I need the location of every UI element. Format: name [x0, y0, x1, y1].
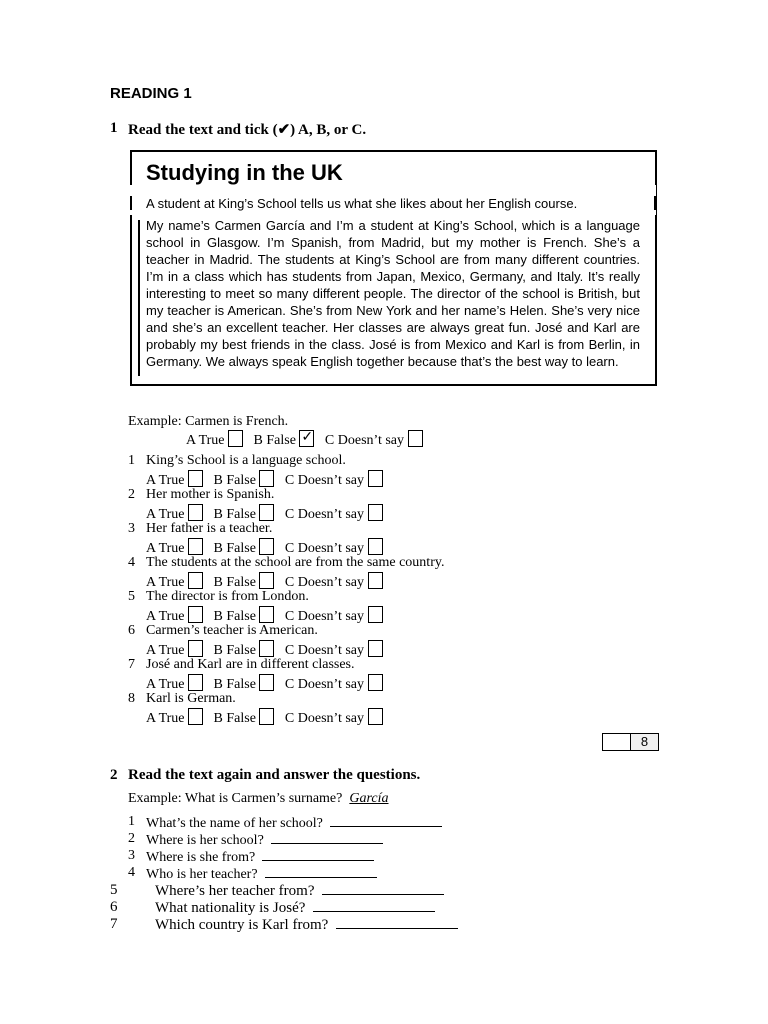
answer-blank[interactable] — [336, 916, 458, 929]
article-body: My name’s Carmen García and I’m a student at King’s School, which is a language school in Glasgow. I’m Spanish, from Madrid, but my mother is French. She’s a teacher in Madrid. The students at King’s School are from many different countries. I’m in a class which has students from Japan, Mexico, Germany, and Italy. It’s really interesting to meet so many different people. The director of the school is British, but my teacher is American. She’s from New York and her name’s Helen. She’s very nice and she’s an excellent teacher. Her classes are always great fun. José and Karl are probably my best friends in the class. José is from Mexico and Karl is from Berlin, in Germany. We always speak English together because that’s the best way to learn. — [146, 218, 640, 369]
question-number: 5 — [110, 882, 118, 898]
question-number: 3 — [128, 521, 135, 536]
option-b-label: B False — [213, 507, 256, 522]
task2-text: Read the text again and answer the questions. — [128, 767, 421, 783]
question-text: Where is her school? — [146, 833, 264, 848]
question-number: 4 — [128, 865, 135, 880]
score-box — [602, 733, 659, 751]
example2-answer: García — [349, 791, 389, 806]
option-a-label: A True — [146, 575, 185, 590]
option-a-label: A True — [146, 473, 185, 488]
question-text: What nationality is José? — [155, 900, 306, 916]
checkbox-c[interactable] — [368, 470, 383, 487]
option-b-label: B False — [213, 677, 256, 692]
option-a-label: A True — [146, 711, 185, 726]
checkbox-a[interactable] — [188, 640, 203, 657]
example1-text: Example: Carmen is French. — [128, 414, 289, 429]
task1-text: Read the text and tick (✔) A, B, or C. — [128, 122, 367, 138]
question-text: Where is she from? — [146, 850, 256, 865]
question-text: The director is from London. — [146, 589, 309, 604]
question-text: Where’s her teacher from? — [155, 883, 315, 899]
option-b-label: B False — [213, 473, 256, 488]
example1-checkbox-a[interactable] — [228, 430, 243, 447]
question-text: Her mother is Spanish. — [146, 487, 275, 502]
answer-blank[interactable] — [313, 899, 435, 912]
option-c-label: C Doesn’t say — [284, 507, 364, 522]
checkbox-c[interactable] — [368, 674, 383, 691]
question-number: 8 — [128, 691, 135, 706]
checkbox-a[interactable] — [188, 504, 203, 521]
checkbox-b[interactable] — [259, 504, 274, 521]
checkbox-c[interactable] — [368, 504, 383, 521]
question-text: What’s the name of her school? — [146, 816, 323, 831]
question-number: 6 — [110, 899, 118, 915]
question-text: The students at the school are from the same country. — [146, 555, 445, 570]
task2-number: 2 — [110, 767, 118, 783]
option-c-label: C Doesn’t say — [284, 609, 364, 624]
checkbox-a[interactable] — [188, 674, 203, 691]
checkbox-b[interactable] — [259, 572, 274, 589]
question-number: 2 — [128, 487, 135, 502]
task1-number: 1 — [110, 120, 118, 136]
question-number: 7 — [128, 657, 135, 672]
checkbox-b[interactable] — [259, 470, 274, 487]
checkbox-b[interactable] — [259, 640, 274, 657]
example1-checkbox-c[interactable] — [408, 430, 423, 447]
question-text: Carmen’s teacher is American. — [146, 623, 318, 638]
question-text: Her father is a teacher. — [146, 521, 273, 536]
option-c-label: C Doesn’t say — [284, 575, 364, 590]
checkbox-c[interactable] — [368, 640, 383, 657]
question-number: 3 — [128, 848, 135, 863]
option-a-label: A True — [146, 677, 185, 692]
option-a-label: A True — [146, 609, 185, 624]
checkbox-a[interactable] — [188, 572, 203, 589]
checkbox-b[interactable] — [259, 538, 274, 555]
checkbox-c[interactable] — [368, 606, 383, 623]
checkbox-a[interactable] — [188, 708, 203, 725]
article-title: Studying in the UK — [146, 160, 343, 185]
answer-blank[interactable] — [330, 814, 442, 827]
checkbox-c[interactable] — [368, 572, 383, 589]
checkbox-b[interactable] — [259, 606, 274, 623]
option-a-label: A True — [146, 507, 185, 522]
checkbox-a[interactable] — [188, 470, 203, 487]
example2 — [128, 791, 389, 807]
answer-blank[interactable] — [262, 848, 374, 861]
example2-text: Example: What is Carmen’s surname? — [128, 791, 343, 806]
option-c-label: C Doesn’t say — [284, 473, 364, 488]
option-a-label: A True — [146, 643, 185, 658]
question-number: 6 — [128, 623, 135, 638]
checkbox-c[interactable] — [368, 538, 383, 555]
checkbox-b[interactable] — [259, 708, 274, 725]
score-max: 8 — [631, 734, 658, 750]
question-text: José and Karl are in different classes. — [146, 657, 355, 672]
question-number: 1 — [128, 453, 135, 468]
checkbox-b[interactable] — [259, 674, 274, 691]
option-b-label: B False — [213, 541, 256, 556]
example1-options — [186, 430, 423, 449]
option-b-label: B False — [213, 643, 256, 658]
question-number: 1 — [128, 814, 135, 829]
option-b-label: B False — [213, 711, 256, 726]
checkbox-a[interactable] — [188, 538, 203, 555]
answer-blank[interactable] — [265, 865, 377, 878]
question-number: 7 — [110, 916, 118, 932]
question-number: 5 — [128, 589, 135, 604]
option-c-label: C Doesn’t say — [324, 433, 404, 448]
question-text: King’s School is a language school. — [146, 453, 346, 468]
example1-checkbox-b-checked[interactable] — [299, 430, 314, 447]
checkbox-a[interactable] — [188, 606, 203, 623]
question-text: Karl is German. — [146, 691, 236, 706]
option-c-label: C Doesn’t say — [284, 711, 364, 726]
option-c-label: C Doesn’t say — [284, 643, 364, 658]
question-8-options — [146, 708, 383, 727]
question-number: 4 — [128, 555, 135, 570]
option-a-label: A True — [186, 433, 225, 448]
option-a-label: A True — [146, 541, 185, 556]
option-c-label: C Doesn’t say — [284, 541, 364, 556]
question-number: 2 — [128, 831, 135, 846]
answer-blank[interactable] — [271, 831, 383, 844]
question-text: Who is her teacher? — [146, 867, 258, 882]
option-b-label: B False — [253, 433, 296, 448]
article-subtitle: A student at King’s School tells us what she likes about her English course. — [146, 196, 578, 211]
option-c-label: C Doesn’t say — [284, 677, 364, 692]
option-b-label: B False — [213, 575, 256, 590]
question-text: Which country is Karl from? — [155, 917, 329, 933]
checkbox-c[interactable] — [368, 708, 383, 725]
section-heading: READING 1 — [110, 85, 192, 102]
option-b-label: B False — [213, 609, 256, 624]
answer-blank[interactable] — [322, 882, 444, 895]
